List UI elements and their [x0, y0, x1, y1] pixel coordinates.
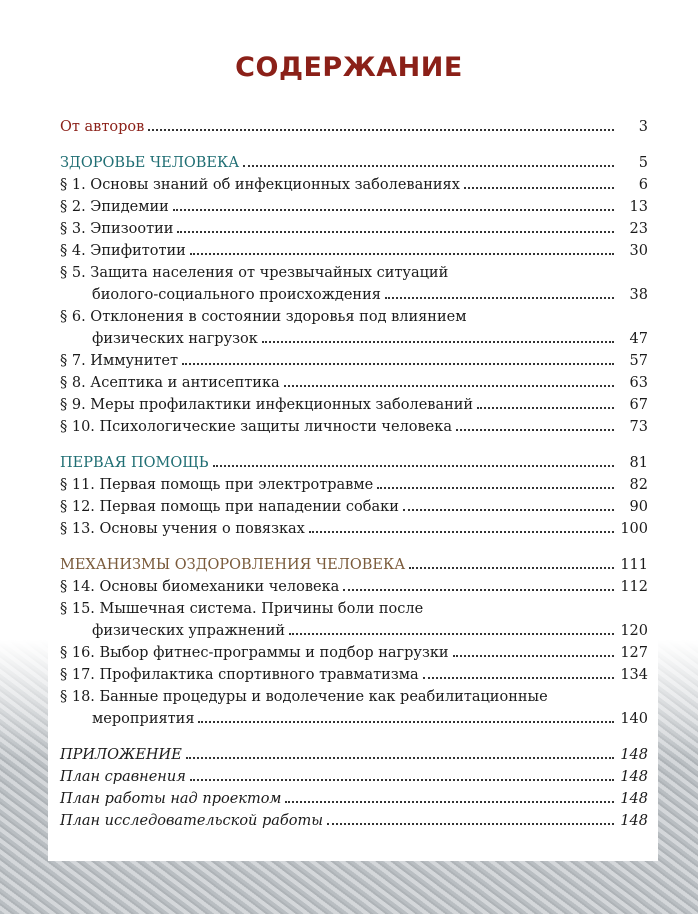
toc-entry[interactable]: [60, 766, 648, 788]
toc-page-number: 13: [629, 199, 648, 215]
toc-page-number: 57: [629, 353, 648, 369]
toc-entry-title: § 11. Первая помощь при электротравме: [60, 474, 377, 496]
toc-entry-title-cont: физических нагрузок: [92, 328, 262, 350]
toc-page-number: 120: [620, 623, 648, 639]
page-title: СОДЕРЖАНИЕ: [235, 52, 463, 83]
section-heading: ПЕРВАЯ ПОМОЩЬ: [60, 452, 213, 474]
toc-entry[interactable]: [60, 664, 648, 686]
toc-entry[interactable]: [60, 686, 648, 730]
toc-entry-title: § 2. Эпидемии: [60, 196, 173, 218]
toc-page-number: 140: [620, 711, 648, 727]
toc-entry-title-cont: мероприятия: [92, 708, 198, 730]
toc-entry-title: § 5. Защита населения от чрезвычайных ситуаций: [60, 265, 449, 281]
toc-entry-title: План работы над проектом: [60, 788, 285, 810]
toc-entry-title: § 16. Выбор фитнес-программы и подбор нагрузки: [60, 642, 453, 664]
toc-page-number: 100: [620, 521, 648, 537]
toc-entry-title: § 12. Первая помощь при нападении собаки: [60, 496, 403, 518]
toc-entry[interactable]: [60, 518, 648, 540]
section-heading: МЕХАНИЗМЫ ОЗДОРОВЛЕНИЯ ЧЕЛОВЕКА: [60, 554, 409, 576]
toc-page-number: 3: [638, 119, 648, 135]
toc-page-number: 148: [620, 769, 648, 785]
toc-entry-title: § 6. Отклонения в состоянии здоровья под влиянием: [60, 309, 467, 325]
toc-page-number: 127: [620, 645, 648, 661]
toc-entry[interactable]: [60, 598, 648, 642]
toc-entry-title: § 18. Банные процедуры и водолечение как реабилитационные: [60, 689, 548, 705]
toc-page-number: 148: [620, 791, 648, 807]
toc-entry-title: § 13. Основы учения о повязках: [60, 518, 309, 540]
toc-entry[interactable]: [60, 372, 648, 394]
toc-page-number: 67: [629, 397, 648, 413]
toc-section-appendix[interactable]: [60, 744, 648, 766]
toc-entry-title: § 14. Основы биомеханики человека: [60, 576, 343, 598]
table-of-contents: [60, 116, 648, 832]
toc-entry[interactable]: [60, 174, 648, 196]
toc-page-number: 148: [620, 813, 648, 829]
toc-entry[interactable]: [60, 416, 648, 438]
toc-entry[interactable]: [60, 394, 648, 416]
toc-entry[interactable]: [60, 218, 648, 240]
toc-entry-title: § 15. Мышечная система. Причины боли после: [60, 601, 424, 617]
toc-page-number: 47: [629, 331, 648, 347]
toc-entry-title: § 8. Асептика и антисептика: [60, 372, 284, 394]
toc-page-number: 23: [629, 221, 648, 237]
toc-page-number: 111: [620, 557, 648, 573]
toc-entry-intro[interactable]: [60, 116, 648, 138]
toc-entry[interactable]: [60, 262, 648, 306]
toc-entry[interactable]: [60, 496, 648, 518]
toc-section-mechanisms[interactable]: [60, 554, 648, 576]
toc-page-number: 5: [638, 155, 648, 171]
toc-entry[interactable]: [60, 810, 648, 832]
toc-page-number: 30: [629, 243, 648, 259]
toc-entry-title: § 3. Эпизоотии: [60, 218, 177, 240]
toc-section-health[interactable]: [60, 152, 648, 174]
toc-entry-title-cont: биолого-социального происхождения: [92, 284, 385, 306]
toc-page-number: 63: [629, 375, 648, 391]
toc-entry[interactable]: [60, 240, 648, 262]
toc-entry[interactable]: [60, 350, 648, 372]
toc-entry-title: § 7. Иммунитет: [60, 350, 182, 372]
toc-entry-title: § 17. Профилактика спортивного травматизма: [60, 664, 423, 686]
toc-entry-title: § 10. Психологические защиты личности человека: [60, 416, 456, 438]
toc-entry-title: § 9. Меры профилактики инфекционных заболеваний: [60, 394, 477, 416]
toc-page-number: 6: [638, 177, 648, 193]
toc-entry[interactable]: [60, 642, 648, 664]
toc-entry[interactable]: [60, 306, 648, 350]
toc-page-number: 81: [629, 455, 648, 471]
toc-page-number: 134: [620, 667, 648, 683]
toc-page-number: 112: [620, 579, 648, 595]
toc-entry-title: План сравнения: [60, 766, 190, 788]
toc-entry[interactable]: [60, 196, 648, 218]
toc-entry[interactable]: [60, 474, 648, 496]
toc-page-number: 38: [629, 287, 648, 303]
toc-entry-title: От авторов: [60, 116, 148, 138]
toc-entry-title-cont: физических упражнений: [92, 620, 289, 642]
toc-page-number: 82: [629, 477, 648, 493]
toc-entry[interactable]: [60, 788, 648, 810]
section-heading: ЗДОРОВЬЕ ЧЕЛОВЕКА: [60, 152, 243, 174]
toc-entry-title: § 4. Эпифитотии: [60, 240, 190, 262]
toc-section-first-aid[interactable]: [60, 452, 648, 474]
toc-entry-title: § 1. Основы знаний об инфекционных заболеваниях: [60, 174, 464, 196]
toc-page-number: 148: [620, 747, 648, 763]
toc-entry[interactable]: [60, 576, 648, 598]
toc-page-number: 73: [629, 419, 648, 435]
toc-entry-title: План исследовательской работы: [60, 810, 327, 832]
section-heading: ПРИЛОЖЕНИЕ: [60, 744, 186, 766]
toc-page-number: 90: [629, 499, 648, 515]
